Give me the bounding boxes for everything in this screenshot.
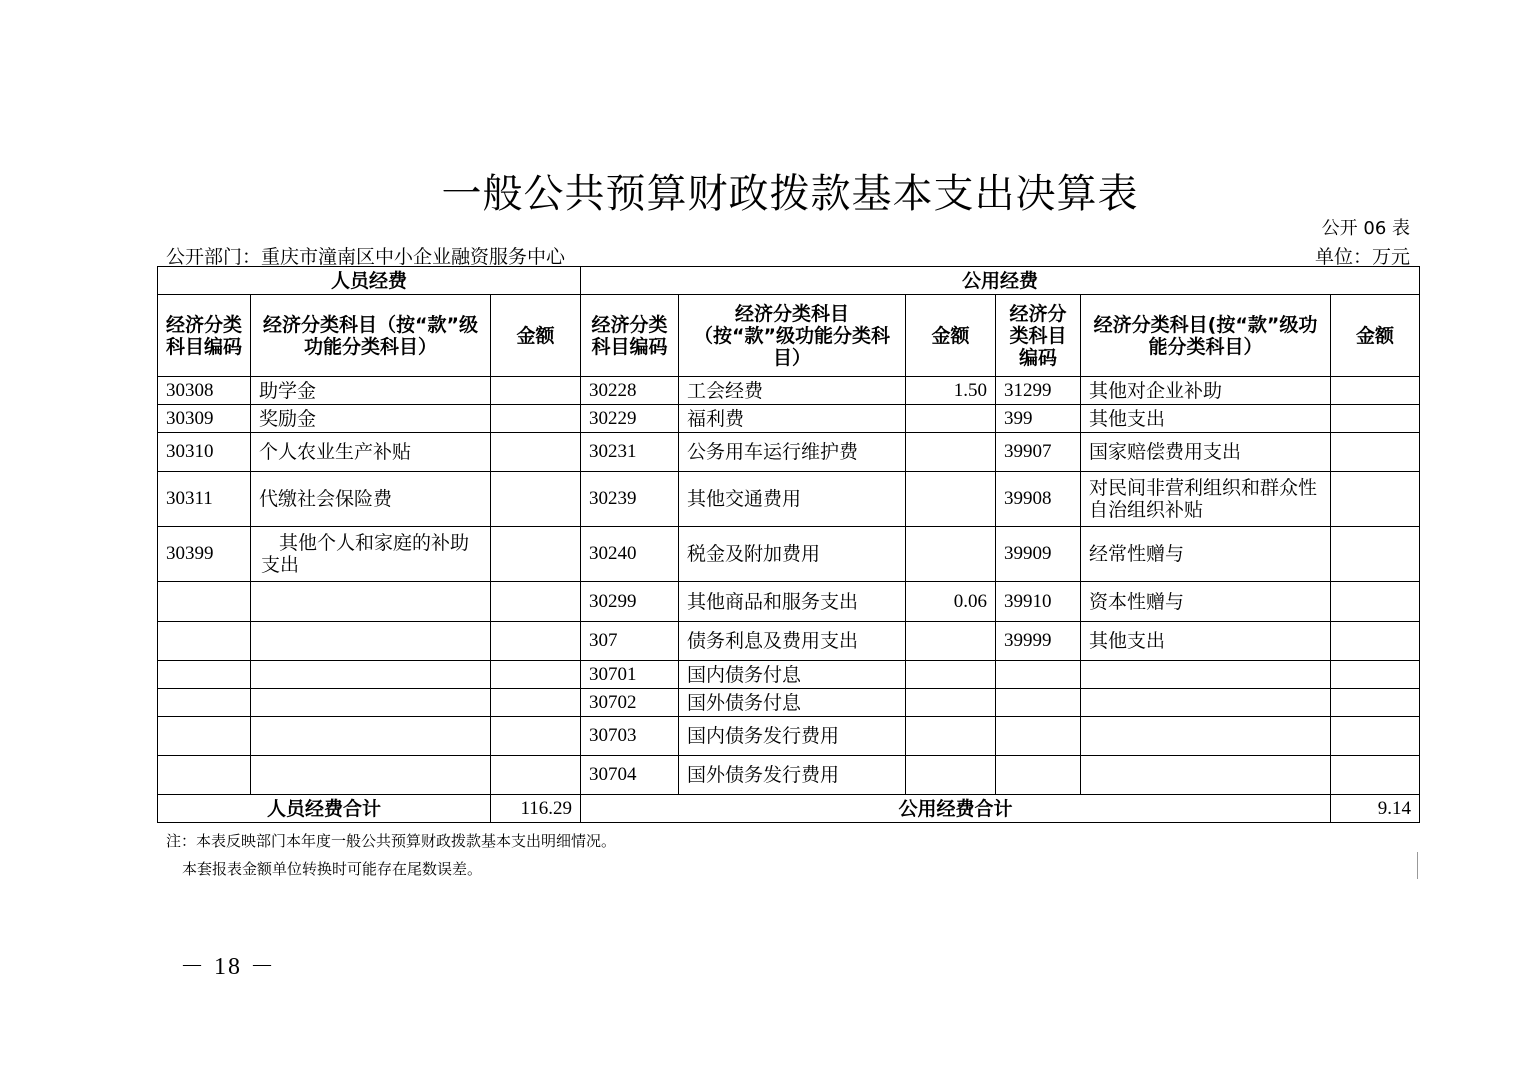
name-cell	[251, 717, 491, 756]
code-cell	[158, 717, 251, 756]
code-cell: 30308	[158, 377, 251, 405]
amount-cell	[1331, 717, 1420, 756]
code-cell: 39907	[996, 433, 1081, 472]
name-cell: 国内债务付息	[679, 661, 906, 689]
table-row	[158, 582, 1420, 622]
code-cell	[158, 582, 251, 622]
code-cell: 30704	[581, 756, 679, 795]
name-cell	[251, 582, 491, 622]
code-cell: 30299	[581, 582, 679, 622]
amount-cell	[906, 756, 996, 795]
name-cell: 福利费	[679, 405, 906, 433]
name-cell: 奖励金	[251, 405, 491, 433]
department-label: 公开部门：重庆市潼南区中小企业融资服务中心	[166, 246, 566, 268]
amount-cell	[491, 622, 581, 661]
section-personnel: 人员经费	[158, 267, 581, 295]
name-cell: 工会经费	[679, 377, 906, 405]
public-total-label: 公用经费合计	[581, 795, 1331, 823]
table-row	[158, 472, 1420, 527]
name-cell	[251, 622, 491, 661]
amount-cell	[1331, 756, 1420, 795]
amount-cell	[491, 433, 581, 472]
name-cell	[1081, 689, 1331, 717]
code-cell: 39999	[996, 622, 1081, 661]
name-cell: 其他交通费用	[679, 472, 906, 527]
name-cell: 国内债务发行费用	[679, 717, 906, 756]
amount-cell	[906, 405, 996, 433]
name-cell	[251, 689, 491, 717]
name-cell: 其他个人和家庭的补助支出	[251, 527, 491, 582]
form-number: 公开 06 表	[1321, 218, 1410, 239]
table-row	[158, 622, 1420, 661]
code-cell: 30311	[158, 472, 251, 527]
page-title: 一般公共预算财政拨款基本支出决算表	[441, 171, 1139, 217]
amount-cell	[906, 433, 996, 472]
code-cell: 30310	[158, 433, 251, 472]
table-row	[158, 433, 1420, 472]
section-public: 公用经费	[581, 267, 1420, 295]
personnel-total-label: 人员经费合计	[158, 795, 491, 823]
code-cell: 30239	[581, 472, 679, 527]
code-cell	[996, 689, 1081, 717]
name-cell: 债务利息及费用支出	[679, 622, 906, 661]
name-cell: 国外债务付息	[679, 689, 906, 717]
name-cell: 助学金	[251, 377, 491, 405]
name-cell: 代缴社会保险费	[251, 472, 491, 527]
header-code-3: 经济分类科目编码	[996, 295, 1081, 377]
code-cell: 30240	[581, 527, 679, 582]
amount-cell: 0.06	[906, 582, 996, 622]
name-cell: 其他支出	[1081, 622, 1331, 661]
header-amount-1: 金额	[491, 295, 581, 377]
amount-cell	[491, 582, 581, 622]
note-line-1: 注：本表反映部门本年度一般公共预算财政拨款基本支出明细情况。	[166, 832, 617, 850]
table-row	[158, 661, 1420, 689]
code-cell: 307	[581, 622, 679, 661]
amount-cell	[1331, 689, 1420, 717]
code-cell: 39909	[996, 527, 1081, 582]
amount-cell	[491, 717, 581, 756]
name-cell: 税金及附加费用	[679, 527, 906, 582]
amount-cell	[1331, 622, 1420, 661]
name-cell	[1081, 717, 1331, 756]
header-code-2: 经济分类科目编码	[581, 295, 679, 377]
amount-cell	[1331, 405, 1420, 433]
name-cell: 国家赔偿费用支出	[1081, 433, 1331, 472]
name-cell: 其他商品和服务支出	[679, 582, 906, 622]
amount-cell	[906, 622, 996, 661]
amount-cell	[1331, 527, 1420, 582]
table-row	[158, 527, 1420, 582]
code-cell	[996, 661, 1081, 689]
name-cell: 对民间非营利组织和群众性自治组织补贴	[1081, 472, 1331, 527]
name-cell: 公务用车运行维护费	[679, 433, 906, 472]
name-cell	[1081, 661, 1331, 689]
code-cell: 30701	[581, 661, 679, 689]
code-cell: 30229	[581, 405, 679, 433]
personnel-total-value: 116.29	[491, 795, 581, 823]
name-cell: 其他对企业补助	[1081, 377, 1331, 405]
margin-mark	[1417, 852, 1418, 879]
header-name-3: 经济分类科目(按“款”级功能分类科目）	[1081, 295, 1331, 377]
expenditure-table	[157, 266, 1420, 823]
amount-cell	[491, 377, 581, 405]
table-row	[158, 689, 1420, 717]
code-cell	[158, 689, 251, 717]
page-number: － 18 －	[180, 954, 276, 980]
name-cell: 国外债务发行费用	[679, 756, 906, 795]
code-cell: 31299	[996, 377, 1081, 405]
public-total-value: 9.14	[1331, 795, 1420, 823]
amount-cell: 1.50	[906, 377, 996, 405]
amount-cell	[491, 405, 581, 433]
code-cell	[996, 717, 1081, 756]
name-cell: 资本性赠与	[1081, 582, 1331, 622]
header-name-1: 经济分类科目（按“款”级功能分类科目）	[251, 295, 491, 377]
code-cell	[158, 661, 251, 689]
table-row	[158, 756, 1420, 795]
amount-cell	[491, 527, 581, 582]
amount-cell	[1331, 582, 1420, 622]
amount-cell	[491, 661, 581, 689]
amount-cell	[906, 472, 996, 527]
amount-cell	[1331, 433, 1420, 472]
amount-cell	[491, 689, 581, 717]
table-row	[158, 377, 1420, 405]
table-row	[158, 717, 1420, 756]
amount-cell	[1331, 377, 1420, 405]
table-body	[158, 377, 1420, 795]
code-cell: 39908	[996, 472, 1081, 527]
header-name-2: 经济分类科目（按“款”级功能分类科目）	[679, 295, 906, 377]
name-cell	[1081, 756, 1331, 795]
amount-cell	[906, 717, 996, 756]
table-row	[158, 405, 1420, 433]
code-cell: 399	[996, 405, 1081, 433]
amount-cell	[491, 472, 581, 527]
name-cell: 经常性赠与	[1081, 527, 1331, 582]
amount-cell	[906, 661, 996, 689]
code-cell	[996, 756, 1081, 795]
name-cell	[251, 756, 491, 795]
amount-cell	[906, 689, 996, 717]
note-line-2: 本套报表金额单位转换时可能存在尾数误差。	[182, 860, 483, 878]
name-cell: 其他支出	[1081, 405, 1331, 433]
header-amount-3: 金额	[1331, 295, 1420, 377]
unit-label: 单位：万元	[1314, 246, 1410, 268]
amount-cell	[906, 527, 996, 582]
code-cell	[158, 756, 251, 795]
name-cell: 个人农业生产补贴	[251, 433, 491, 472]
code-cell: 30228	[581, 377, 679, 405]
amount-cell	[1331, 472, 1420, 527]
code-cell: 30703	[581, 717, 679, 756]
code-cell: 30702	[581, 689, 679, 717]
code-cell: 30231	[581, 433, 679, 472]
code-cell	[158, 622, 251, 661]
name-cell	[251, 661, 491, 689]
header-amount-2: 金额	[906, 295, 996, 377]
header-code-1: 经济分类科目编码	[158, 295, 251, 377]
code-cell: 30399	[158, 527, 251, 582]
code-cell: 39910	[996, 582, 1081, 622]
amount-cell	[1331, 661, 1420, 689]
amount-cell	[491, 756, 581, 795]
code-cell: 30309	[158, 405, 251, 433]
